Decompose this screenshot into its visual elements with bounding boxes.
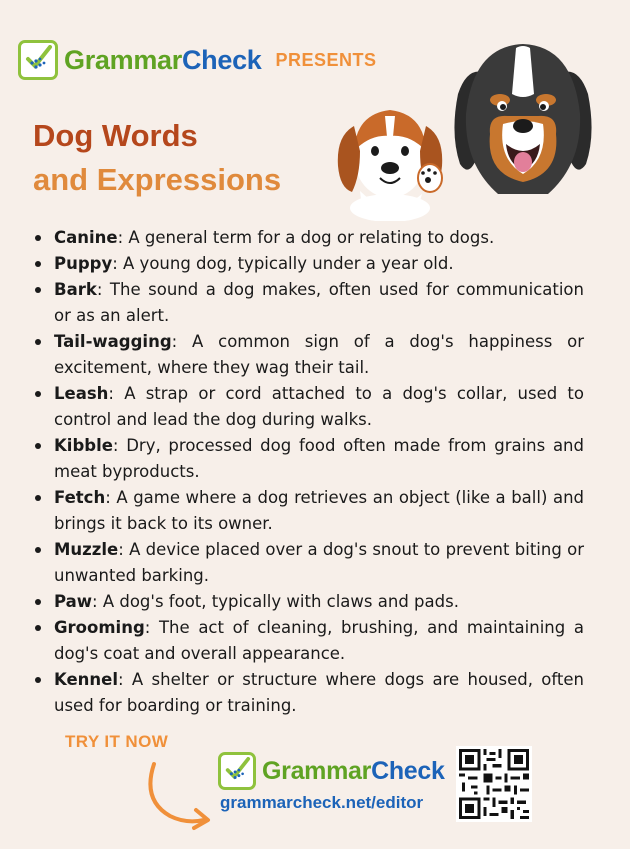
term-definition: : A shelter or structure where dogs are housed, often used for boarding or training. xyxy=(54,670,584,715)
term-name: Puppy xyxy=(54,254,113,273)
curved-arrow-icon xyxy=(140,760,218,832)
list-item xyxy=(32,485,584,537)
brand-part-check: Check xyxy=(181,44,262,75)
title-line-1: Dog Words xyxy=(33,118,198,153)
list-item xyxy=(32,225,584,251)
list-item xyxy=(32,433,584,485)
list-item xyxy=(32,537,584,589)
term-name: Canine xyxy=(54,228,118,247)
presents-label: PRESENTS xyxy=(275,49,377,70)
qr-code[interactable] xyxy=(456,746,532,822)
list-item xyxy=(32,667,584,719)
term-definition: : A dog's foot, typically with claws and pads. xyxy=(92,592,459,611)
list-item xyxy=(32,589,584,615)
title-line-2: and Expressions xyxy=(33,162,282,197)
header xyxy=(18,40,377,80)
list-item xyxy=(32,381,584,433)
term-name: Bark xyxy=(54,280,97,299)
term-definition: : The act of cleaning, brushing, and maintaining a dog's coat and overall appearance. xyxy=(54,618,584,663)
bernese-illustration xyxy=(448,34,598,202)
term-definition: : A young dog, typically under a year old. xyxy=(112,254,454,273)
beagle-illustration xyxy=(330,96,450,221)
term-definition: : The sound a dog makes, often used for communication or as an alert. xyxy=(54,280,584,325)
grammarcheck-logo-icon xyxy=(218,752,256,790)
list-item xyxy=(32,251,584,277)
grammarcheck-logo-icon xyxy=(18,40,58,80)
brand-part-check: Check xyxy=(371,756,445,785)
list-item xyxy=(32,277,584,329)
term-name: Paw xyxy=(54,592,93,611)
term-name: Tail-wagging xyxy=(54,332,172,351)
term-name: Leash xyxy=(54,384,109,403)
list-item xyxy=(32,329,584,381)
term-definition: : A device placed over a dog's snout to prevent biting or unwanted barking. xyxy=(54,540,584,585)
page-title xyxy=(33,114,281,202)
term-name: Grooming xyxy=(54,618,145,637)
term-definition: : A common sign of a dog's happiness or excitement, where they wag their tail. xyxy=(54,332,584,377)
term-name: Kennel xyxy=(54,670,119,689)
term-name: Fetch xyxy=(54,488,106,507)
footer-brand-name xyxy=(262,757,445,786)
term-definition: : A strap or cord attached to a dog's collar, used to control and lead the dog during walks. xyxy=(54,384,584,429)
brand-part-grammar: Grammar xyxy=(262,756,372,785)
terms-list xyxy=(32,225,584,719)
term-name: Kibble xyxy=(54,436,113,455)
try-it-now-label: TRY IT NOW xyxy=(65,732,169,751)
brand-name xyxy=(64,45,262,76)
footer-logo[interactable] xyxy=(218,752,445,790)
brand-part-grammar: Grammar xyxy=(64,44,182,75)
editor-url-link[interactable]: grammarcheck.net/editor xyxy=(220,793,424,812)
term-definition: : A game where a dog retrieves an object (like a ball) and brings it back to its owner. xyxy=(54,488,584,533)
term-definition: : A general term for a dog or relating to dogs. xyxy=(117,228,495,247)
term-definition: : Dry, processed dog food often made from grains and meat byproducts. xyxy=(54,436,584,481)
term-name: Muzzle xyxy=(54,540,119,559)
list-item xyxy=(32,615,584,667)
